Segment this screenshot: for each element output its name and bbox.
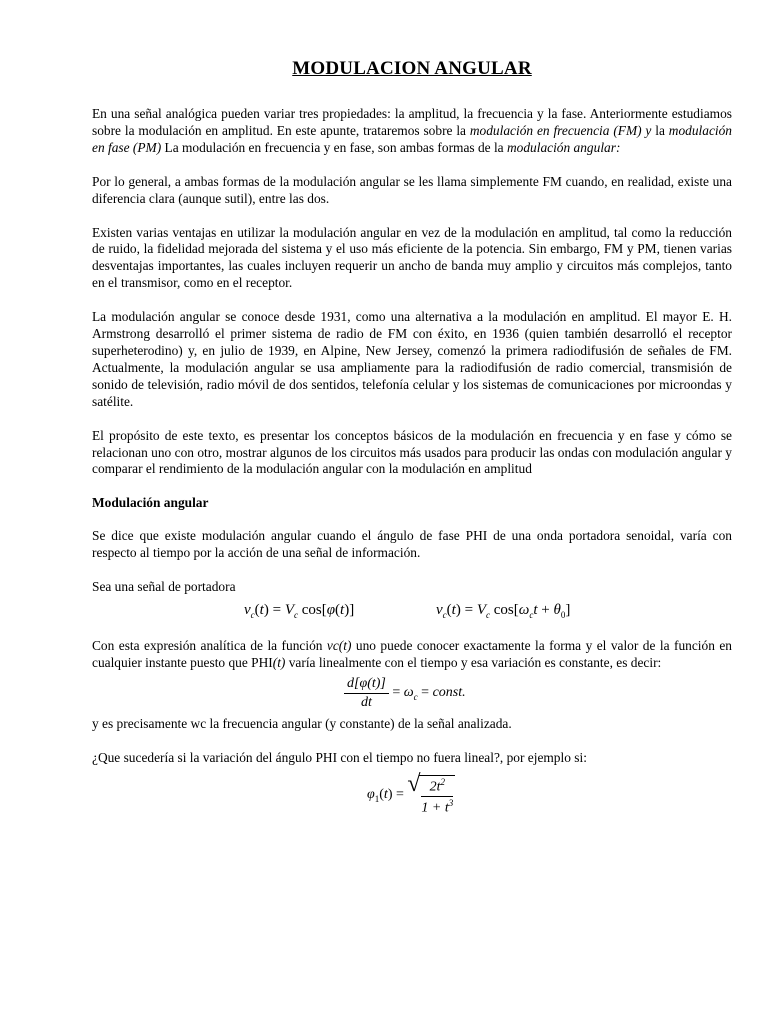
intro-em-angular: modulación angular: — [506, 139, 621, 155]
intro-em-fm: modulación en frecuencia (FM) y — [469, 122, 652, 138]
paragraph-8 — [92, 638, 732, 672]
carrier-formulas — [92, 596, 732, 628]
paragraph-2: Por lo general, a ambas formas de la modulación angular se les llama simplemente FM cuando, en realidad, existe una diferencia clara (aunque sutil), entre las dos. — [92, 173, 732, 206]
intro-text-3: La modulación en frecuencia y en fase, son ambas formas de la — [161, 139, 507, 155]
formula-carrier-phase: $v_c(t) = V_c$ cos[φ(t)] — [244, 602, 355, 621]
formula-carrier-linear: $v_c(t) = V_c$ $\cos[\omega_ct + \theta_0]$ — [436, 602, 571, 621]
intro-text-2: la — [651, 122, 669, 138]
p8-text-b: uno puede conocer exactamente la forma y el valor de la función en cualquier instante puesto que PHI — [92, 638, 732, 670]
derivative-formula: $\frac{d[\varphi(t)]}{dt}$ = $\omega_c$ = const. — [92, 672, 732, 716]
paragraph-6: Se dice que existe modulación angular cuando el ángulo de fase PHI de una onda portadora senoidal, varía con respecto al tiempo por la acción de una señal de información. — [92, 528, 732, 561]
document-body — [92, 58, 733, 816]
paragraph-10: ¿Que sucedería si la variación del ángulo PHI con el tiempo no fuera lineal?, por ejemplo si: — [92, 749, 587, 765]
intro-text-1: En una señal analógica pueden variar tres propiedades: la amplitud, la frecuencia y la fase. Anteriormente estudiamos sobre la modulación en amplitud. En este apunte, trataremos sobre la — [92, 106, 732, 138]
page-title: MODULACION ANGULAR — [292, 58, 532, 79]
intro-em-pm: modulación en fase (PM) — [92, 122, 733, 155]
intro-paragraph — [92, 106, 732, 157]
paragraph-9: y es precisamente wc la frecuencia angular (y constante) de la señal analizada. — [92, 715, 512, 731]
p8-var: vc(t) — [326, 638, 352, 654]
p8-t: (t) — [272, 654, 286, 670]
p8-text-c: varía linealmente con el tiempo y esa variación es constante, es decir: — [285, 654, 662, 670]
section-heading: Modulación angular — [92, 495, 209, 511]
sqrt-expression: √ $\frac{2t^2}{1 + t^3}$ — [407, 770, 454, 816]
paragraph-5: El propósito de este texto, es presentar los conceptos básicos de la modulación en frecuencia y en fase y cómo se relacionan uno con otro, mostrar algunos de los circuitos más usados para producir las ondas con modulación angular y comparar el rendimiento de la modulación angular con la modulación en amplitud — [92, 427, 732, 477]
paragraph-7: Sea una señal de portadora — [92, 579, 236, 595]
phi-formula: $\varphi_1(t)$ = √ $\frac{2t^2}{1 + t^3}$ — [367, 770, 454, 816]
paragraph-4: La modulación angular se conoce desde 1931, como una alternativa a la modulación en amplitud. El mayor E. H. Armstrong desarrolló el primer sistema de radio de FM con éxito, en 1936 (quien también desarrolló el receptor superheterodino) y, en julio de 1939, en Alpine, New Jersey, comenzó la primera radiodifusión de señales de FM. Actualmente, la modulación angular se usa ampliamente para la radiodifusión de radio comercial, transmisión de sonido de televisión, radio móvil de dos sentidos, telefonía celular y los sistemas de comunicaciones por microondas y satélite. — [92, 309, 732, 409]
derivative-fraction: $\frac{d[\varphi(t)]}{dt}$ — [344, 676, 389, 711]
paragraph-3: Existen varias ventajas en utilizar la modulación angular en vez de la modulación en amplitud, tal como la reducción de ruido, la fidelidad mejorada del sistema y el uso más eficiente de la potencia. Sin embargo, FM y PM, tienen varias desventajas importantes, las cuales incluyen requerir un ancho de banda muy amplio y circuitos más complejos, tanto en el transmisor, como en el receptor. — [92, 224, 732, 291]
p8-text-a: Con esta expresión analítica de la función — [92, 638, 327, 654]
